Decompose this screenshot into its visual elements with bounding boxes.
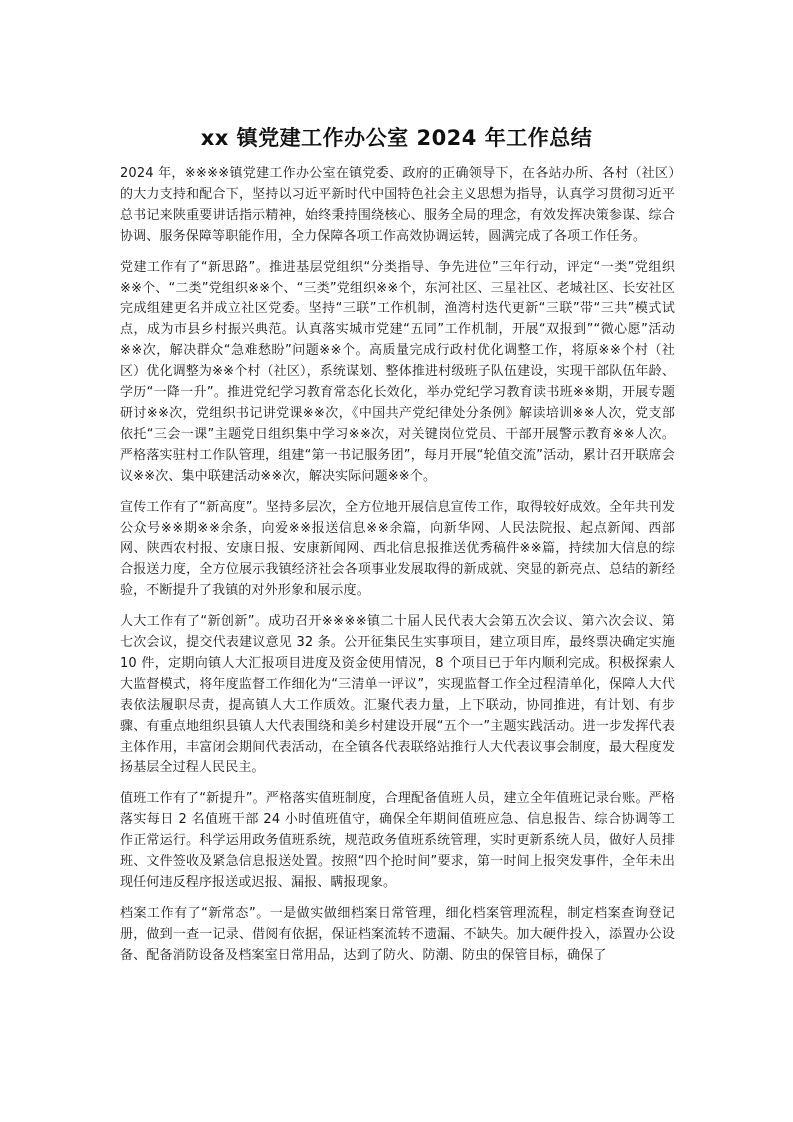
paragraph-intro: 2024 年，※※※※镇党建工作办公室在镇党委、政府的正确领导下，在各站办所、各村（社区）的大力支持和配合下，坚持以习近平新时代中国特色社会主义思想为指导，认真学习贯彻习近平总书记来陕重要讲话指示精神，始终秉持围绕核心、服务全局的理念，有效发挥决策参谋、综合协调、服务保障等职能作用，全力保障各项工作高效协调运转，圆满完成了各项工作任务。	[120, 166, 675, 244]
document-title: xx 镇党建工作办公室 2024 年工作总结	[200, 126, 593, 150]
paragraph-party-building: 党建工作有了“新思路”。推进基层党组织“分类指导、争先进位”三年行动，评定“一类”党组织※※个、“二类”党组织※※个、“三类”党组织※※个，东河社区、三星社区、老城社区、长安社区完成组建更名并成立社区党委。坚持“三联”工作机制，渔湾村迭代更新“三联”带“三共”模式试点，成为市县乡村振兴典范。认真落实城市党建“五同”工作机制，开展“双报到”“微心愿”活动※※次，解决群众“急难愁盼”问题※※个。高质量完成行政村优化调整工作，将原※※个村（社区）优化调整为※※个村（社区），系统谋划、整体推进村级班子队伍建设，实现干部队伍年龄、学历“一降一升”。推进党纪学习教育常态化长效化，举办党纪学习教育读书班※※期，开展专题研讨※※次，党组织书记讲党课※※次，《中国共产党纪律处分条例》解读培训※※人次，党支部依托“三会一课”主题党日组织集中学习※※次，对关键岗位党员、干部开展警示教育※※人次。严格落实驻村工作队管理，组建“第一书记服务团”，每月开展“轮值交流”活动，累计召开联席会议※※次、集中联建活动※※次，解决实际问题※※个。	[120, 259, 675, 484]
paragraph-publicity: 宣传工作有了“新高度”。坚持多层次，全方位地开展信息宣传工作，取得较好成效。全年共刊发公众号※※期※※余条，向爱※※报送信息※※余篇，向新华网、人民法院报、起点新闻、西部网、陕西农村报、安康日报、安康新闻网、西北信息报推送优秀稿件※※篇，持续加大信息的综合报送力度，全方位展示我镇经济社会各项事业发展取得的新成就、突显的新亮点、总结的新经验，不断提升了我镇的对外形象和展示度。	[120, 499, 675, 599]
paragraph-archives: 档案工作有了“新常态”。一是做实做细档案日常管理，细化档案管理流程，制定档案查询登记册，做到一查一记录、借阅有依据，保证档案流转不遗漏、不缺失。加大硬件投入，添置办公设备、配备消防设备及档案室日常用品，达到了防火、防潮、防虫的保管目标，确保了	[120, 905, 675, 963]
paragraph-duty: 值班工作有了“新提升”。严格落实值班制度，合理配备值班人员，建立全年值班记录台账。严格落实每日 2 名值班干部 24 小时值班值守，确保全年期间值班应急、信息报告、综合协调等工作正常运行。科学运用政务值班系统，规范政务值班系统管理，实时更新系统人员，做好人员排班、文件签收及紧急信息报送处置。按照“四个抢时间”要求，第一时间上报突发事件，全年未出现任何违反程序报送或迟报、漏报、瞒报现象。	[120, 791, 675, 890]
paragraph-npc: 人大工作有了“新创新”。成功召开※※※※镇二十届人民代表大会第五次会议、第六次会议、第七次会议，提交代表建议意见 32 条。公开征集民生实事项目，建立项目库，最终票决确定实施 10 件，定期向镇人大汇报项目进度及资金使用情况，8 个项目已于年内顺利完成。积极探索人大监督模式，将年度监督工作细化为“三清单一评议”，实现监督工作全过程清单化，保障人大代表依法履职尽责，提高镇人大工作质效。汇聚代表力量，上下联动，协同推进，有计划、有步骤、有重点地组织县镇人大代表围绕和美乡村建设开展“五个一”主题实践活动。进一步发挥代表主体作用，丰富闭会期间代表活动，在全镇各代表联络站推行人大代表议事会制度，最大程度发扬基层全过程人民民主。	[120, 614, 675, 776]
document-body	[120, 164, 675, 977]
